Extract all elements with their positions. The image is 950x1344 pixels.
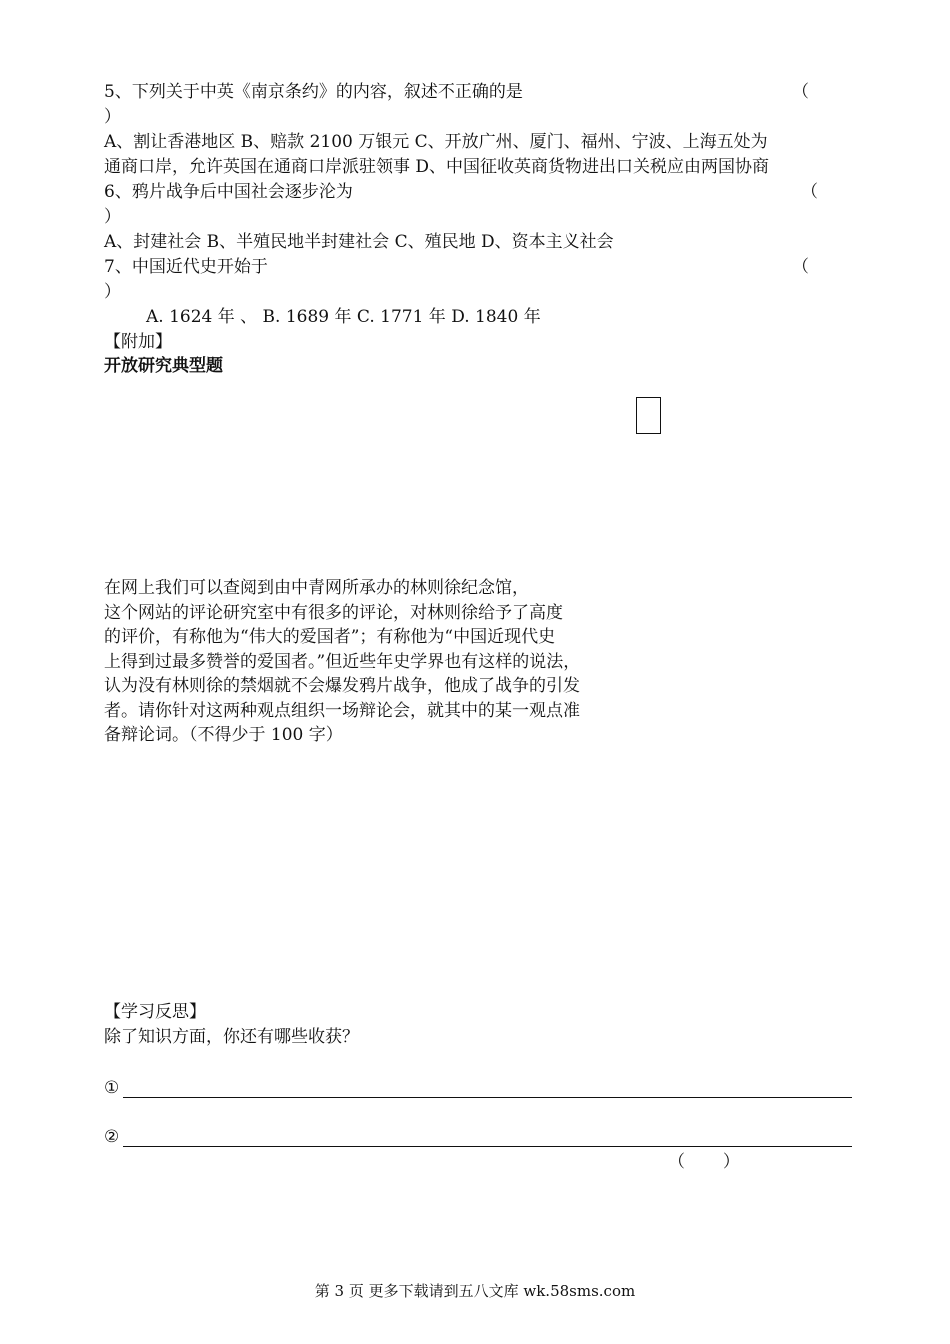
appendix-title: 开放研究典型题	[104, 356, 223, 376]
reflection-label: 【学习反思】	[104, 1002, 206, 1022]
answer-underline-1[interactable]	[123, 1097, 852, 1098]
q5-options-line1: A、割让香港地区 B、赔款 2100 万银元 C、开放广州、厦门、福州、宁波、上海五处为	[104, 132, 768, 152]
paragraph-line: 认为没有林则徐的禁烟就不会爆发鸦片战争，他成了战争的引发	[104, 676, 580, 696]
appendix-label: 【附加】	[104, 332, 172, 352]
q5-options-line2: 通商口岸，允许英国在通商口岸派驻领事 D、中国征收英商货物进出口关税应由两国协商	[104, 157, 770, 177]
paragraph-line: 在网上我们可以查阅到由中青网所承办的林则徐纪念馆，	[104, 578, 529, 598]
q5-paren-close: ）	[104, 107, 121, 127]
paragraph-line: 者。请你针对这两种观点组织一场辩论会，就其中的某一观点准	[104, 700, 580, 721]
q6-paren-open: （	[801, 182, 818, 202]
q6-paren-close: ）	[104, 207, 121, 227]
q7-options: A. 1624 年 、 B. 1689 年 C. 1771 年 D. 1840 年	[146, 307, 541, 327]
paragraph-line: 这个网站的评论研究室中有很多的评论，对林则徐给予了高度	[104, 602, 563, 623]
q6-stem: 6、鸦片战争后中国社会逐步沦为	[104, 182, 353, 202]
q5-paren-open: （	[792, 82, 809, 102]
answer-marker-1: ①	[104, 1078, 120, 1098]
answer-line-2[interactable]	[104, 1125, 119, 1149]
empty-box	[636, 397, 661, 434]
answer-underline-2[interactable]	[123, 1146, 852, 1147]
paragraph-line: 上得到过最多赞誉的爱国者。”但近些年史学界也有这样的说法，	[104, 651, 581, 672]
paragraph-line: 备辩论词。（不得少于 100 字）	[104, 725, 343, 745]
answer-marker-2: ②	[104, 1127, 120, 1147]
trailing-paren: （ ）	[668, 1152, 740, 1172]
appendix-paragraph	[104, 576, 664, 748]
q7-paren-close: ）	[104, 282, 121, 302]
q5-stem: 5、下列关于中英《南京条约》的内容，叙述不正确的是	[104, 82, 523, 102]
q7-paren-open: （	[792, 257, 809, 277]
page-footer: 第 3 页 更多下载请到五八文库 wk.58sms.com	[314, 1282, 636, 1300]
q7-stem: 7、中国近代史开始于	[104, 257, 268, 277]
paragraph-line: 的评价，有称他为“伟大的爱国者”；有称他为“中国近现代史	[104, 627, 556, 647]
reflection-question: 除了知识方面，你还有哪些收获？	[104, 1027, 359, 1047]
q6-options: A、封建社会 B、半殖民地半封建社会 C、殖民地 D、资本主义社会	[104, 232, 614, 252]
answer-line-1[interactable]	[104, 1076, 119, 1100]
